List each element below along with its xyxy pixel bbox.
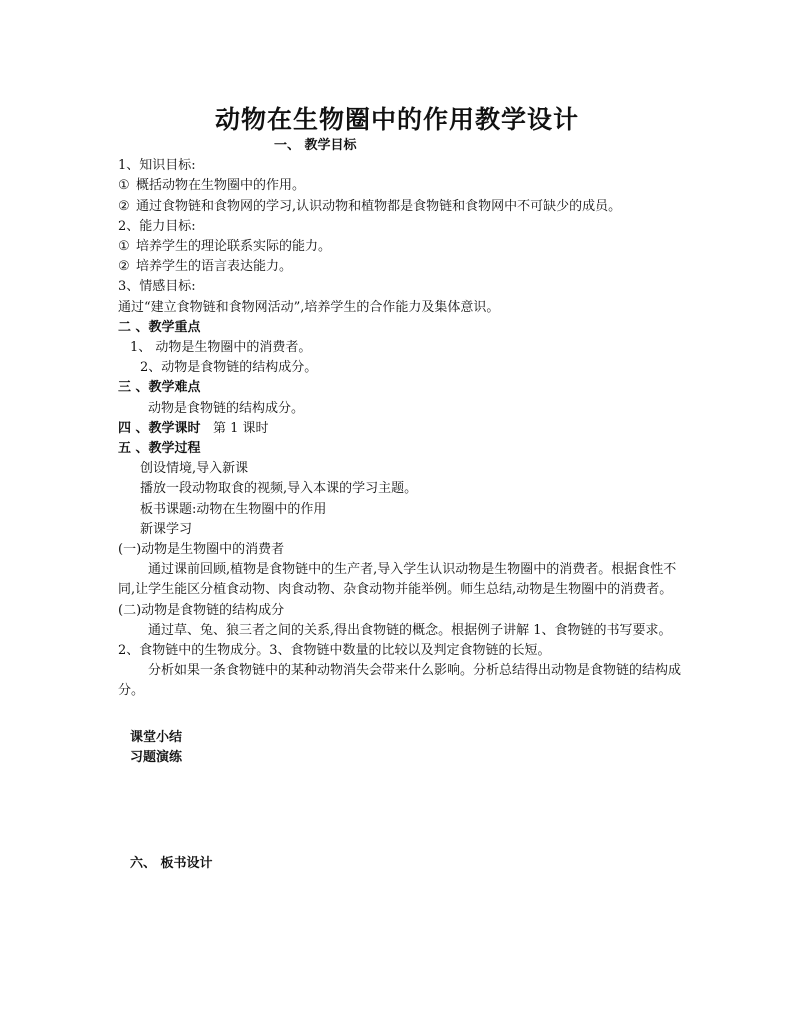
process-step-2: 播放一段动物取食的视频,导入本课的学习主题。	[140, 481, 418, 497]
ability-objective-item-2	[118, 257, 684, 277]
process-part-1-text: 通过课前回顾,植物是食物链中的生产者,导入学生认识动物是生物圈中的消费者。根据食性不同,让学生能区分植食动物、肉食动物、杂食动物并能举例。师生总结,动物是生物圈中的消费者。	[118, 562, 677, 598]
process-part-2-heading: (二)动物是食物链的结构成分	[118, 602, 285, 618]
process-part-2-text-1: 通过草、兔、狼三者之间的关系,得出食物链的概念。根据例子讲解 1、食物链的书写要求。2、食物链中的生物成分。3、食物链中数量的比较以及判定食物链的长短。	[118, 622, 672, 659]
item-text: 培养学生的语言表达能力。	[136, 259, 293, 275]
knowledge-objective-item-1	[118, 176, 684, 196]
item-marker: ②	[118, 198, 130, 214]
section-objectives-heading: 一、 教学目标	[274, 138, 357, 153]
knowledge-objective-heading: 1、知识目标:	[118, 158, 196, 174]
process-part-2-text-2: 分析如果一条食物链中的某种动物消失会带来什么影响。分析总结得出动物是食物链的结构成分。	[118, 663, 682, 699]
section-process-heading: 五 、教学过程	[118, 441, 201, 457]
item-marker: ①	[118, 239, 130, 255]
lesson-time-value: 第 1 课时	[212, 420, 269, 436]
process-step-3: 板书课题:动物在生物圈中的作用	[140, 501, 327, 517]
class-summary-heading: 课堂小结	[130, 729, 183, 745]
section-lesson-time	[118, 419, 684, 439]
knowledge-objective-item-2	[118, 197, 684, 217]
emotion-objective-text: 通过“建立食物链和食物网活动”,培养学生的合作能力及集体意识。	[118, 299, 500, 315]
ability-objective-heading: 2、能力目标:	[118, 218, 196, 234]
item-text: 通过食物链和食物网的学习,认识动物和植物都是食物链和食物网中不可缺少的成员。	[136, 198, 622, 214]
difficulty-item-1: 动物是食物链的结构成分。	[148, 400, 305, 416]
emotion-objective-heading: 3、情感目标:	[118, 279, 196, 295]
process-step-4: 新课学习	[140, 521, 193, 537]
spacer	[118, 702, 684, 728]
document-body	[118, 136, 684, 874]
key-point-item-1: 1、 动物是生物圈中的消费者。	[130, 340, 312, 356]
key-point-item-2: 2、动物是食物链的结构成分。	[140, 360, 318, 376]
lesson-time-heading: 四 、教学课时	[118, 420, 201, 436]
item-marker: ②	[118, 259, 130, 275]
exercise-heading: 习题演练	[130, 749, 183, 765]
item-text: 概括动物在生物圈中的作用。	[136, 178, 306, 194]
document-title: 动物在生物圈中的作用教学设计	[214, 105, 579, 134]
process-part-1-heading: (一)动物是生物圈中的消费者	[118, 542, 285, 558]
spacer	[118, 768, 684, 854]
item-marker: ①	[118, 178, 130, 194]
section-key-points-heading: 二 、教学重点	[118, 319, 201, 335]
section-difficulties-heading: 三 、教学难点	[118, 380, 201, 396]
section-board-heading: 六、 板书设计	[130, 856, 213, 872]
item-text: 培养学生的理论联系实际的能力。	[136, 239, 332, 255]
process-step-1: 创设情境,导入新课	[140, 461, 249, 477]
ability-objective-item-1	[118, 237, 684, 257]
